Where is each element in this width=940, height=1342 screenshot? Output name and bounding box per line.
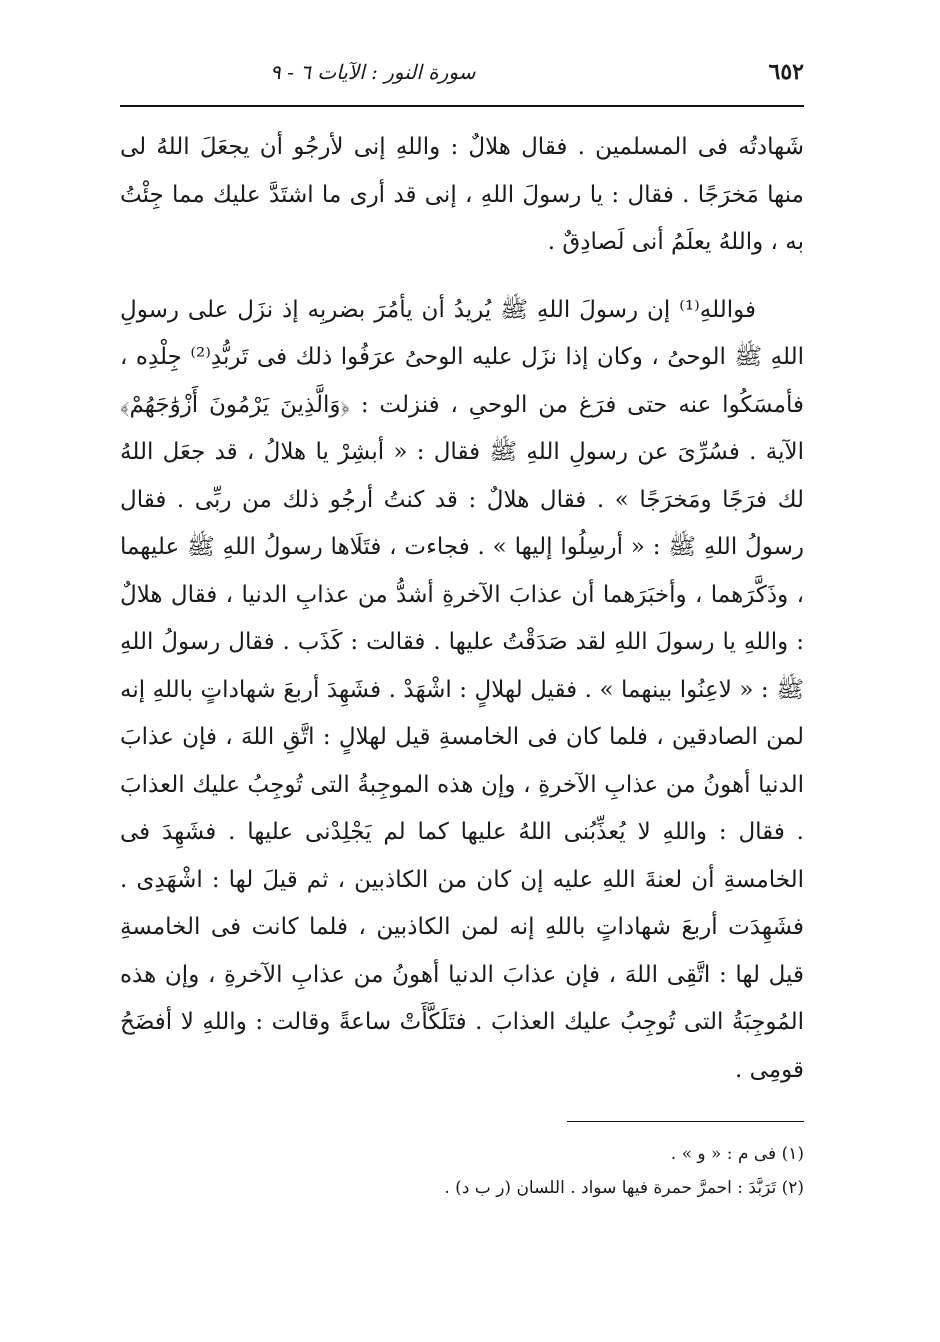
paragraph-2: فواللهِ⁽¹⁾ إن رسولَ اللهِ ﷺ يُريدُ أن يأمُرَ بضربِه إذ نزَل على رسولِ اللهِ ﷺ الوحىُ ، وكان إذا نزَل عليه الوحىُ عرَفُوا ذلك فى تَربُّدِ⁽²⁾ جِلْدِه ، فأمسَكُوا عنه حتى فرَغ من الوحىِ ، فنزلت : ﴿وَالَّذِينَ يَرْمُونَ أَزْوَٰجَهُمْ﴾ الآية . فسُرِّىَ عن رسولِ اللهِ ﷺ فقال : « أبشِرْ يا هلالُ ، قد جعَل اللهُ لك فرَجًا ومَخرَجًا » . فقال هلالٌ : قد كنتُ أرجُو ذلك من ربِّى . فقال رسولُ اللهِ ﷺ : « أرسِلُوا إليها » . فجاءت ، فتَلَاها رسولُ اللهِ ﷺ عليهما ، وذَكَّرَهما ، وأخبَرَهما أن عذابَ الآخرةِ أشدُّ من عذابِ الدنيا ، فقال هلالٌ : واللهِ يا رسولَ اللهِ لقد صَدَقْتُ عليها . فقالت : كَذَب . فقال رسولُ اللهِ ﷺ : « لاعِنُوا بينهما » . فقيل لهلالٍ : اشْهَدْ . فشَهِدَ أربعَ شهاداتٍ باللهِ إنه لمن الصادقين ، فلما كان فى الخامسةِ قيل لهلالٍ : اتَّقِ اللهَ ، فإن عذابَ الدنيا أهونُ من عذابِ الآخرةِ ، وإن هذه الموجِبةُ التى تُوجِبُ عليك العذابَ . فقال : واللهِ لا يُعذِّبُنى اللهُ عليها كما لم يَجْلِدْنى عليها . فشَهِدَ فى الخامسةِ أن لعنةَ اللهِ عليه إن كان من الكاذبين ، ثم قيلَ لها : اشْهَدِى . فشَهِدَت أربعَ شهاداتٍ باللهِ إنه لمن الكاذبين ، فلما كانت فى الخامسةِ قيل لها : اتَّقِى اللهَ ، فإن عذابَ الدنيا أهونُ من عذابِ الآخرةِ ، وإن هذه المُوجِبَةُ التى تُوجِبُ عليك العذابَ . فتَلَكَّأَتْ ساعةً وقالت : واللهِ لا أفضَحُ قومِى . [120,296,805,1083]
paragraph-1: شَهادتُه فى المسلمين . فقال هلالٌ : واللهِ إنى لأرجُو أن يجعَلَ اللهُ لى منها مَخرَجًا . فقال : يا رسولَ اللهِ ، إنى قد أرى ما اشتَدَّ عليك مما جِئْتُ به ، واللهُ يعلَمُ أنى لَصادِقٌ . [120,134,804,255]
page-number: ٦٥٢ [768,59,804,85]
page-header [120,52,804,92]
running-title: سورة النور : الآيات ٦ - ٩ [270,60,476,84]
footnote-rule [567,1121,804,1122]
main-text [120,124,804,1094]
footnote-2: (٢) تَرَبَّدَ : احمرَّ حمرة فيها سواد . اللسان (ر ب د) . [444,1178,804,1198]
header-rule [120,105,804,107]
footnotes [120,1137,804,1205]
footnote-1: (١) فى م : « و » . [670,1144,804,1164]
